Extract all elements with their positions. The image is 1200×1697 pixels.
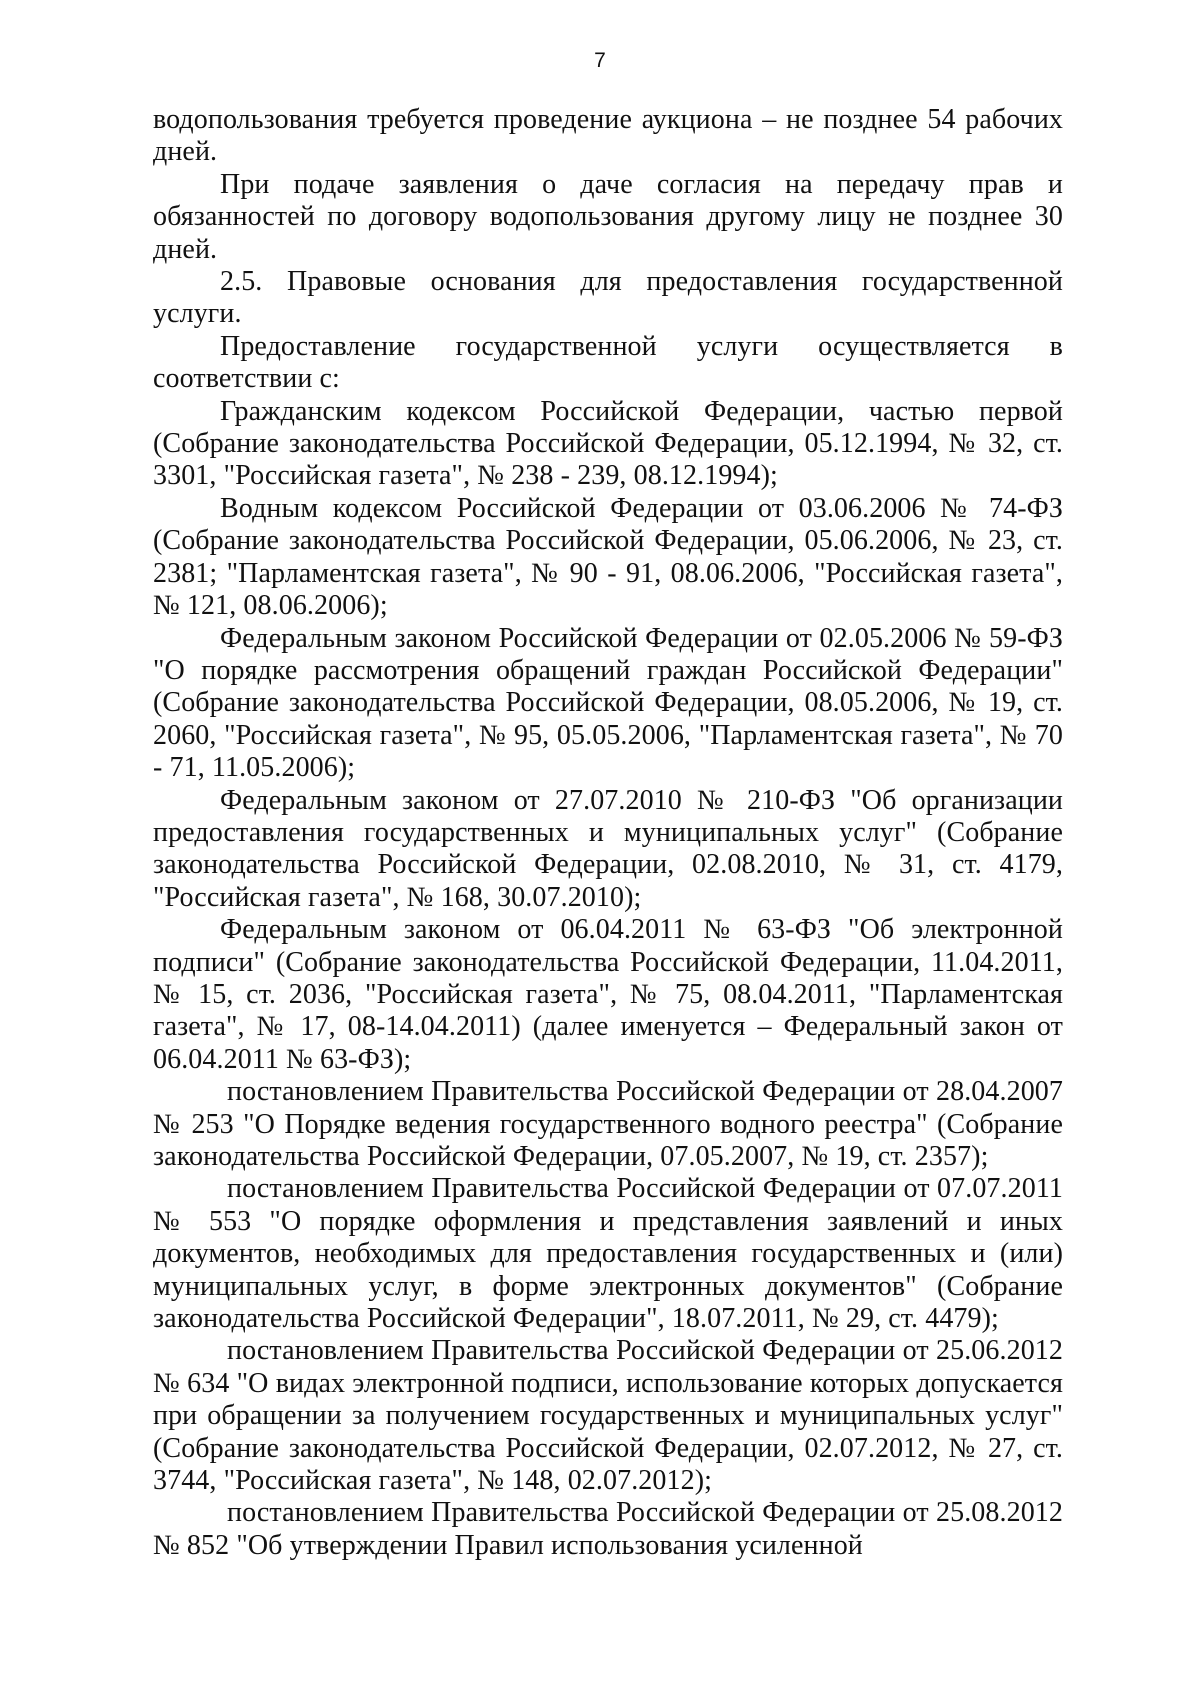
paragraph-water-code: Водным кодексом Российской Федерации от 03.06.2006 № 74-ФЗ (Собрание законодательства Российской Федерации, 05.06.2006, № 23, ст. 2381; "Парламентская газета", № 90 - 91, 08.06.2006, "Российская газета", № 121, 08.06.2006); — [153, 492, 1063, 622]
paragraph-law-63-fz: Федеральным законом от 06.04.2011 № 63-ФЗ "Об электронной подписи" (Собрание законодательства Российской Федерации, 11.04.2011, № 15, ст. 2036, "Российская газета", № 75, 08.04.2011, "Парламентская газета", № 17, 08-14.04.2011) (далее именуется – Федеральный закон от 06.04.2011 № 63-ФЗ); — [153, 914, 1063, 1075]
paragraph-service-basis: Предоставление государственной услуги осуществляется в соответствии с: — [153, 330, 1063, 395]
paragraph-decree-634: постановлением Правительства Российской Федерации от 25.06.2012 № 634 "О видах электронной подписи, использование которых допускается при обращении за получением государственных и муниципальных услуг" (Собрание законодательства Российской Федерации, 02.07.2012, № 27, ст. 3744, "Российская газета", № 148, 02.07.2012); — [153, 1335, 1063, 1497]
section-heading-2-5: 2.5. Правовые основания для предоставления государственной услуги. — [153, 266, 1063, 330]
paragraph-decree-553: постановлением Правительства Российской Федерации от 07.07.2011 № 553 "О порядке оформления и представления заявлений и иных документов, необходимых для предоставления государственных и (или) муниципальных услуг, в форме электронных документов" (Собрание законодательства Российской Федерации", 18.07.2011, № 29, ст. 4479); — [153, 1173, 1063, 1335]
paragraph-decree-852: постановлением Правительства Российской Федерации от 25.08.2012 № 852 "Об утверждении Правил использования усиленной — [153, 1497, 1063, 1561]
paragraph-decree-253: постановлением Правительства Российской Федерации от 28.04.2007 № 253 "О Порядке ведения государственного водного реестра" (Собрание законодательства Российской Федерации, 07.05.2007, № 19, ст. 2357); — [153, 1076, 1063, 1172]
paragraph-civil-code: Гражданским кодексом Российской Федерации, частью первой (Собрание законодательства Российской Федерации, 05.12.1994, № 32, ст. 3301, "Российская газета", № 238 - 239, 08.12.1994); — [153, 395, 1063, 492]
paragraph-auction-deadline: водопользования требуется проведение аукциона – не позднее 54 рабочих дней. — [153, 104, 1063, 168]
document-body — [153, 104, 1063, 1562]
paragraph-law-59-fz: Федеральным законом Российской Федерации от 02.05.2006 № 59-ФЗ "О порядке рассмотрения обращений граждан Российской Федерации" (Собрание законодательства Российской Федерации, 08.05.2006, № 19, ст. 2060, "Российская газета", № 95, 05.05.2006, "Парламентская газета", № 70 - 71, 11.05.2006); — [153, 622, 1063, 784]
paragraph-law-210-fz: Федеральным законом от 27.07.2010 № 210-ФЗ "Об организации предоставления государственных и муниципальных услуг" (Собрание законодательства Российской Федерации, 02.08.2010, № 31, ст. 4179, "Российская газета", № 168, 30.07.2010); — [153, 784, 1063, 913]
page-number: 7 — [594, 49, 606, 72]
paragraph-transfer-rights: При подаче заявления о даче согласия на передачу прав и обязанностей по договору водопользования другому лицу не позднее 30 дней. — [153, 168, 1063, 265]
